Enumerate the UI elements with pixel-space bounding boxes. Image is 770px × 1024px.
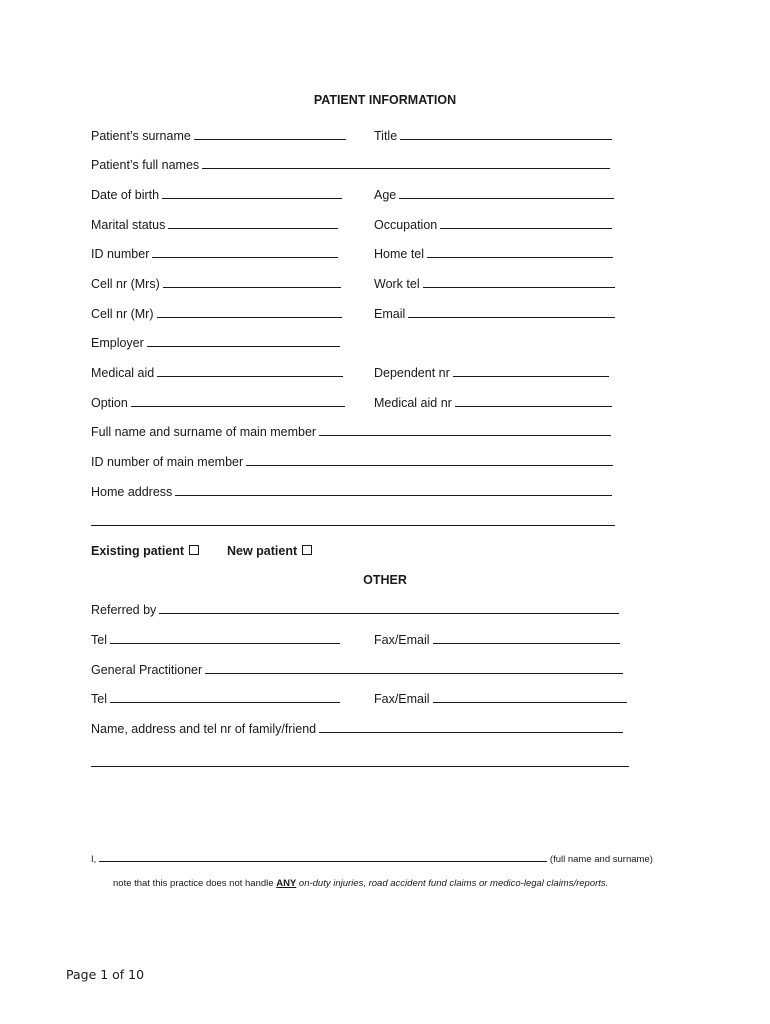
home-address-line-2[interactable] bbox=[91, 514, 615, 530]
employer-line[interactable] bbox=[147, 335, 340, 347]
age-field[interactable] bbox=[374, 187, 614, 203]
surname-label: Patient’s surname bbox=[91, 129, 191, 143]
page-number: Page 1 of 10 bbox=[66, 967, 145, 982]
home-address-line[interactable] bbox=[175, 484, 612, 496]
referrer-tel-label: Tel bbox=[91, 633, 107, 647]
occupation-field[interactable] bbox=[374, 217, 612, 233]
referred-by-label: Referred by bbox=[91, 603, 157, 617]
marital-line[interactable] bbox=[168, 217, 338, 229]
surname-field[interactable] bbox=[91, 128, 346, 144]
referrer-tel-line[interactable] bbox=[110, 632, 340, 644]
email-label: Email bbox=[374, 307, 406, 321]
referrer-fax-email-field[interactable] bbox=[374, 632, 620, 648]
family-label: Name, address and tel nr of family/friend bbox=[91, 722, 317, 736]
medical-aid-nr-field[interactable] bbox=[374, 395, 612, 411]
dependent-nr-line[interactable] bbox=[453, 365, 609, 377]
gp-line[interactable] bbox=[205, 662, 623, 674]
full-names-field[interactable] bbox=[91, 157, 610, 173]
declaration-name-line[interactable] bbox=[99, 852, 547, 862]
home-tel-field[interactable] bbox=[374, 246, 613, 262]
employer-field[interactable] bbox=[91, 335, 340, 351]
home-address-field[interactable] bbox=[91, 484, 612, 500]
cell-mr-field[interactable] bbox=[91, 306, 342, 322]
declaration-hint: (full name and surname) bbox=[549, 854, 653, 865]
main-member-name-label: Full name and surname of main member bbox=[91, 425, 317, 439]
new-patient-option[interactable] bbox=[227, 543, 312, 559]
medical-aid-nr-line[interactable] bbox=[455, 395, 612, 407]
referred-by-field[interactable] bbox=[91, 602, 619, 618]
id-number-field[interactable] bbox=[91, 246, 338, 262]
main-member-id-label: ID number of main member bbox=[91, 455, 244, 469]
existing-patient-option[interactable] bbox=[91, 543, 199, 559]
referrer-fax-email-line[interactable] bbox=[433, 632, 620, 644]
medical-aid-line[interactable] bbox=[157, 365, 343, 377]
home-tel-label: Home tel bbox=[374, 247, 425, 261]
form-title: PATIENT INFORMATION bbox=[313, 93, 457, 107]
family-line-2[interactable] bbox=[91, 755, 629, 771]
note-post: on-duty injuries, road accident fund claims or medico-legal claims/reports. bbox=[298, 878, 609, 889]
cell-mrs-label: Cell nr (Mrs) bbox=[91, 277, 160, 291]
declaration-i-label: I, bbox=[91, 854, 97, 865]
option-label: Option bbox=[91, 396, 128, 410]
employer-label: Employer bbox=[91, 336, 144, 350]
age-line[interactable] bbox=[399, 187, 614, 199]
gp-fax-email-field[interactable] bbox=[374, 691, 627, 707]
dob-line[interactable] bbox=[162, 187, 342, 199]
gp-tel-field[interactable] bbox=[91, 691, 340, 707]
new-patient-checkbox[interactable] bbox=[302, 545, 312, 555]
gp-tel-label: Tel bbox=[91, 692, 107, 706]
note-any: ANY bbox=[276, 878, 297, 889]
title-line[interactable] bbox=[400, 128, 612, 140]
referrer-tel-field[interactable] bbox=[91, 632, 340, 648]
family-field[interactable] bbox=[91, 721, 623, 737]
referrer-fax-email-label: Fax/Email bbox=[374, 633, 430, 647]
medical-aid-nr-label: Medical aid nr bbox=[374, 396, 452, 410]
age-label: Age bbox=[374, 188, 397, 202]
id-number-label: ID number bbox=[91, 247, 150, 261]
id-number-line[interactable] bbox=[152, 246, 338, 258]
cell-mrs-field[interactable] bbox=[91, 276, 341, 292]
gp-fax-email-label: Fax/Email bbox=[374, 692, 430, 706]
full-names-line[interactable] bbox=[202, 157, 610, 169]
home-address-extra-line[interactable] bbox=[91, 514, 615, 526]
work-tel-label: Work tel bbox=[374, 277, 420, 291]
medical-aid-field[interactable] bbox=[91, 365, 343, 381]
dob-label: Date of birth bbox=[91, 188, 160, 202]
dependent-nr-label: Dependent nr bbox=[374, 366, 450, 380]
occupation-label: Occupation bbox=[374, 218, 438, 232]
declaration-name-field[interactable] bbox=[91, 852, 653, 868]
main-member-id-line[interactable] bbox=[246, 454, 613, 466]
home-tel-line[interactable] bbox=[427, 246, 613, 258]
main-member-name-line[interactable] bbox=[319, 424, 611, 436]
gp-fax-email-line[interactable] bbox=[433, 691, 627, 703]
existing-patient-label: Existing patient bbox=[91, 544, 185, 558]
email-field[interactable] bbox=[374, 306, 615, 322]
option-line[interactable] bbox=[131, 395, 345, 407]
dependent-nr-field[interactable] bbox=[374, 365, 609, 381]
full-names-label: Patient’s full names bbox=[91, 158, 200, 172]
family-line[interactable] bbox=[319, 721, 623, 733]
gp-tel-line[interactable] bbox=[110, 691, 340, 703]
cell-mr-label: Cell nr (Mr) bbox=[91, 307, 154, 321]
other-heading: OTHER bbox=[363, 573, 407, 587]
title-field[interactable] bbox=[374, 128, 612, 144]
note-pre: note that this practice does not handle bbox=[113, 878, 274, 889]
marital-field[interactable] bbox=[91, 217, 338, 233]
gp-label: General Practitioner bbox=[91, 663, 203, 677]
dob-field[interactable] bbox=[91, 187, 342, 203]
main-member-name-field[interactable] bbox=[91, 424, 611, 440]
surname-line[interactable] bbox=[194, 128, 346, 140]
referred-by-line[interactable] bbox=[159, 602, 619, 614]
marital-label: Marital status bbox=[91, 218, 166, 232]
option-field[interactable] bbox=[91, 395, 345, 411]
family-extra-line[interactable] bbox=[91, 755, 629, 767]
cell-mrs-line[interactable] bbox=[163, 276, 341, 288]
work-tel-line[interactable] bbox=[423, 276, 615, 288]
gp-field[interactable] bbox=[91, 662, 623, 678]
medical-aid-label: Medical aid bbox=[91, 366, 155, 380]
declaration-note bbox=[113, 876, 608, 892]
occupation-line[interactable] bbox=[440, 217, 612, 229]
email-line[interactable] bbox=[408, 306, 615, 318]
main-member-id-field[interactable] bbox=[91, 454, 613, 470]
home-address-label: Home address bbox=[91, 485, 173, 499]
existing-patient-checkbox[interactable] bbox=[189, 545, 199, 555]
cell-mr-line[interactable] bbox=[157, 306, 342, 318]
work-tel-field[interactable] bbox=[374, 276, 615, 292]
title-label: Title bbox=[374, 129, 398, 143]
new-patient-label: New patient bbox=[227, 544, 298, 558]
